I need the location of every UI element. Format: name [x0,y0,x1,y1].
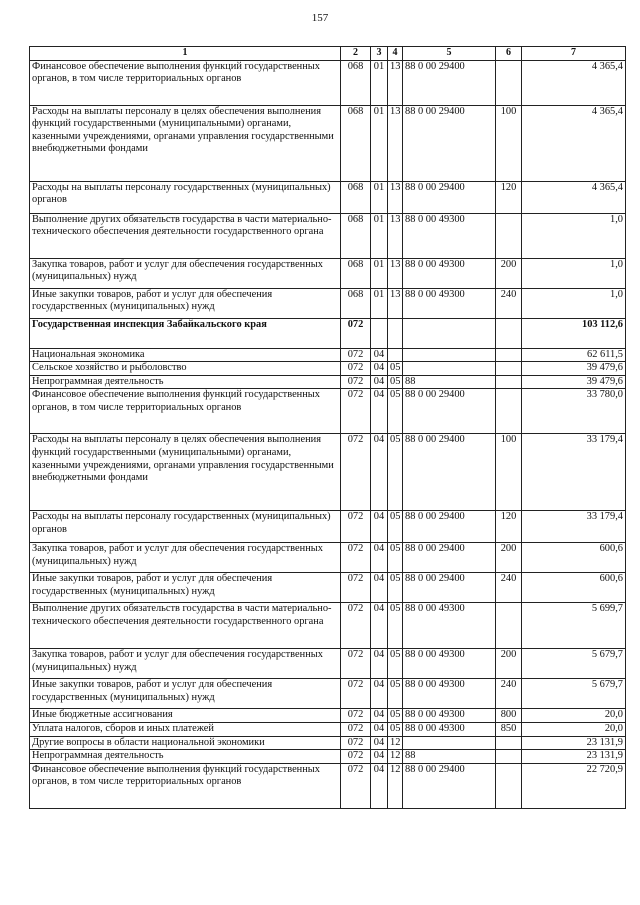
row-vr-cell [496,750,522,764]
row-name-cell: Закупка товаров, работ и услуг для обеспечения государственных (муниципальных) нужд [30,258,341,288]
row-csr-cell: 88 0 00 49300 [403,709,496,723]
row-rz-cell: 04 [371,434,388,511]
row-sum-cell: 4 365,4 [522,181,626,213]
row-sum-cell: 20,0 [522,722,626,736]
row-sum-cell: 39 479,6 [522,362,626,376]
row-sum-cell: 600,6 [522,543,626,573]
row-sum-cell: 33 179,4 [522,434,626,511]
row-vr-cell: 200 [496,543,522,573]
row-csr-cell: 88 0 00 49300 [403,679,496,709]
header-row [30,47,626,61]
row-gr-cell: 072 [341,649,371,679]
row-pr-cell: 13 [388,105,403,181]
row-name-cell: Расходы на выплаты персоналу государственных (муниципальных) органов [30,181,341,213]
row-rz-cell: 04 [371,375,388,389]
row-vr-cell: 100 [496,434,522,511]
row-name-cell: Выполнение других обязательств государства в части материально-технического обеспечения деятельности государственного органа [30,213,341,258]
row-rz-cell: 04 [371,511,388,543]
row-rz-cell: 04 [371,679,388,709]
table-row [30,511,626,543]
table-row [30,181,626,213]
row-pr-cell: 13 [388,60,403,105]
row-sum-cell: 5 699,7 [522,603,626,649]
row-name-cell: Финансовое обеспечение выполнения функций государственных органов, в том числе территориальных органов [30,389,341,434]
row-vr-cell [496,603,522,649]
row-sum-cell: 600,6 [522,573,626,603]
table-row [30,258,626,288]
row-name-cell: Расходы на выплаты персоналу государственных (муниципальных) органов [30,511,341,543]
row-csr-cell [403,348,496,362]
row-gr-cell: 072 [341,348,371,362]
row-csr-cell: 88 0 00 29400 [403,60,496,105]
row-rz-cell: 01 [371,60,388,105]
row-rz-cell: 01 [371,105,388,181]
row-csr-cell: 88 0 00 49300 [403,213,496,258]
row-rz-cell: 04 [371,389,388,434]
row-vr-cell: 800 [496,709,522,723]
row-vr-cell: 200 [496,258,522,288]
row-gr-cell: 072 [341,722,371,736]
row-gr-cell: 072 [341,375,371,389]
row-sum-cell: 1,0 [522,258,626,288]
row-sum-cell: 33 780,0 [522,389,626,434]
row-vr-cell [496,389,522,434]
row-gr-cell: 072 [341,543,371,573]
row-csr-cell: 88 [403,750,496,764]
table-row [30,543,626,573]
row-gr-cell: 068 [341,258,371,288]
row-name-cell: Закупка товаров, работ и услуг для обеспечения государственных (муниципальных) нужд [30,649,341,679]
row-sum-cell: 1,0 [522,288,626,318]
row-csr-cell: 88 0 00 29400 [403,763,496,808]
row-vr-cell: 850 [496,722,522,736]
row-rz-cell: 01 [371,288,388,318]
row-vr-cell [496,362,522,376]
row-name-cell: Иные бюджетные ассигнования [30,709,341,723]
table-body [30,60,626,808]
row-pr-cell: 05 [388,389,403,434]
row-rz-cell: 04 [371,736,388,750]
row-csr-cell: 88 0 00 49300 [403,603,496,649]
table-row [30,288,626,318]
table-row [30,573,626,603]
row-gr-cell: 072 [341,318,371,348]
row-vr-cell [496,348,522,362]
table-row [30,603,626,649]
row-name-cell: Другие вопросы в области национальной экономики [30,736,341,750]
row-pr-cell: 05 [388,434,403,511]
row-vr-cell [496,736,522,750]
row-rz-cell: 04 [371,709,388,723]
table-row [30,105,626,181]
row-sum-cell: 5 679,7 [522,679,626,709]
row-name-cell: Финансовое обеспечение выполнения функций государственных органов, в том числе территориальных органов [30,763,341,808]
row-gr-cell: 072 [341,736,371,750]
row-name-cell: Иные закупки товаров, работ и услуг для обеспечения государственных (муниципальных) нужд [30,573,341,603]
row-gr-cell: 068 [341,181,371,213]
col-header-4: 4 [388,47,403,61]
table-row [30,679,626,709]
row-sum-cell: 33 179,4 [522,511,626,543]
table-row [30,763,626,808]
table-row [30,434,626,511]
row-vr-cell [496,213,522,258]
table-row [30,722,626,736]
row-sum-cell: 20,0 [522,709,626,723]
row-sum-cell: 22 720,9 [522,763,626,808]
row-sum-cell: 39 479,6 [522,375,626,389]
row-pr-cell: 05 [388,649,403,679]
table-row [30,318,626,348]
row-rz-cell: 04 [371,763,388,808]
row-csr-cell: 88 0 00 49300 [403,722,496,736]
row-sum-cell: 23 131,9 [522,750,626,764]
table-row [30,709,626,723]
row-rz-cell: 04 [371,543,388,573]
row-csr-cell: 88 [403,375,496,389]
row-pr-cell: 12 [388,763,403,808]
row-csr-cell: 88 0 00 49300 [403,649,496,679]
row-vr-cell [496,318,522,348]
row-vr-cell: 240 [496,679,522,709]
col-header-1: 1 [30,47,341,61]
row-gr-cell: 072 [341,763,371,808]
row-sum-cell: 4 365,4 [522,105,626,181]
row-name-cell: Непрограммная деятельность [30,375,341,389]
table-row [30,649,626,679]
row-rz-cell [371,318,388,348]
row-csr-cell [403,318,496,348]
col-header-6: 6 [496,47,522,61]
row-name-cell: Выполнение других обязательств государства в части материально-технического обеспечения деятельности государственного органа [30,603,341,649]
row-csr-cell: 88 0 00 49300 [403,258,496,288]
row-pr-cell [388,318,403,348]
row-pr-cell: 05 [388,709,403,723]
row-pr-cell: 12 [388,750,403,764]
row-csr-cell [403,736,496,750]
row-name-cell: Расходы на выплаты персоналу в целях обеспечения выполнения функций государственными (муниципальными) органами, казенными учреждениями, органами управления государственными внебюджетными фондами [30,105,341,181]
row-csr-cell: 88 0 00 29400 [403,573,496,603]
row-gr-cell: 072 [341,511,371,543]
row-vr-cell [496,375,522,389]
col-header-3: 3 [371,47,388,61]
row-vr-cell: 240 [496,288,522,318]
table-row [30,736,626,750]
row-gr-cell: 068 [341,213,371,258]
row-rz-cell: 04 [371,362,388,376]
row-rz-cell: 01 [371,213,388,258]
row-vr-cell: 200 [496,649,522,679]
table-row [30,60,626,105]
row-name-cell: Финансовое обеспечение выполнения функций государственных органов, в том числе территориальных органов [30,60,341,105]
row-gr-cell: 072 [341,573,371,603]
row-vr-cell: 120 [496,511,522,543]
row-sum-cell: 23 131,9 [522,736,626,750]
row-gr-cell: 068 [341,60,371,105]
row-gr-cell: 072 [341,362,371,376]
row-csr-cell: 88 0 00 29400 [403,511,496,543]
row-pr-cell: 05 [388,362,403,376]
row-rz-cell: 04 [371,348,388,362]
row-pr-cell: 05 [388,603,403,649]
table-row [30,362,626,376]
row-csr-cell: 88 0 00 29400 [403,434,496,511]
row-gr-cell: 068 [341,105,371,181]
row-rz-cell: 01 [371,258,388,288]
row-sum-cell: 4 365,4 [522,60,626,105]
row-pr-cell: 13 [388,181,403,213]
row-vr-cell [496,60,522,105]
row-pr-cell: 05 [388,543,403,573]
row-sum-cell: 103 112,6 [522,318,626,348]
page-number: 157 [311,12,329,24]
col-header-7: 7 [522,47,626,61]
row-gr-cell: 068 [341,288,371,318]
row-csr-cell: 88 0 00 29400 [403,389,496,434]
table-row [30,750,626,764]
row-name-cell: Иные закупки товаров, работ и услуг для обеспечения государственных (муниципальных) нужд [30,288,341,318]
row-gr-cell: 072 [341,679,371,709]
row-name-cell: Расходы на выплаты персоналу в целях обеспечения выполнения функций государственными (муниципальными) органами, казенными учреждениями, органами управления государственными внебюджетными фондами [30,434,341,511]
row-name-cell: Уплата налогов, сборов и иных платежей [30,722,341,736]
row-pr-cell [388,348,403,362]
row-pr-cell: 12 [388,736,403,750]
row-name-cell: Закупка товаров, работ и услуг для обеспечения государственных (муниципальных) нужд [30,543,341,573]
budget-table [29,46,626,809]
row-name-cell: Государственная инспекция Забайкальского края [30,318,341,348]
row-gr-cell: 072 [341,434,371,511]
col-header-2: 2 [341,47,371,61]
row-rz-cell: 04 [371,750,388,764]
row-pr-cell: 05 [388,722,403,736]
row-vr-cell: 120 [496,181,522,213]
row-vr-cell [496,763,522,808]
row-gr-cell: 072 [341,389,371,434]
row-pr-cell: 05 [388,375,403,389]
row-name-cell: Сельское хозяйство и рыболовство [30,362,341,376]
row-name-cell: Непрограммная деятельность [30,750,341,764]
row-csr-cell: 88 0 00 49300 [403,288,496,318]
row-csr-cell [403,362,496,376]
row-name-cell: Национальная экономика [30,348,341,362]
table-row [30,375,626,389]
col-header-5: 5 [403,47,496,61]
row-vr-cell: 100 [496,105,522,181]
row-rz-cell: 04 [371,649,388,679]
table-row [30,348,626,362]
row-csr-cell: 88 0 00 29400 [403,105,496,181]
row-sum-cell: 62 611,5 [522,348,626,362]
row-rz-cell: 01 [371,181,388,213]
row-gr-cell: 072 [341,750,371,764]
row-vr-cell: 240 [496,573,522,603]
row-pr-cell: 05 [388,573,403,603]
row-csr-cell: 88 0 00 29400 [403,543,496,573]
row-pr-cell: 05 [388,511,403,543]
row-pr-cell: 05 [388,679,403,709]
row-pr-cell: 13 [388,213,403,258]
row-sum-cell: 1,0 [522,213,626,258]
row-name-cell: Иные закупки товаров, работ и услуг для обеспечения государственных (муниципальных) нужд [30,679,341,709]
row-pr-cell: 13 [388,258,403,288]
row-pr-cell: 13 [388,288,403,318]
row-gr-cell: 072 [341,603,371,649]
row-rz-cell: 04 [371,722,388,736]
table-row [30,389,626,434]
row-sum-cell: 5 679,7 [522,649,626,679]
row-rz-cell: 04 [371,603,388,649]
table-row [30,213,626,258]
row-gr-cell: 072 [341,709,371,723]
row-csr-cell: 88 0 00 29400 [403,181,496,213]
row-rz-cell: 04 [371,573,388,603]
